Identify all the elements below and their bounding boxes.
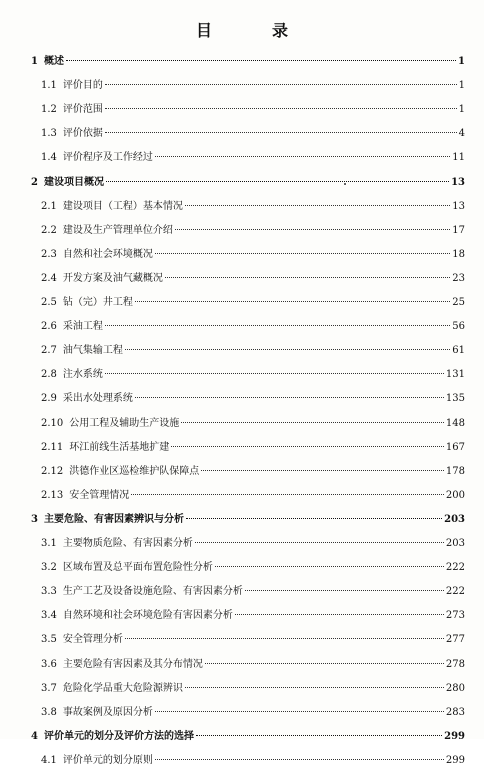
entry-text: 建设项目（工程）基本情况 [62,201,183,212]
entry-number: 2 [31,177,38,188]
dot-leader [165,277,450,278]
entry-number: 3.3 [41,586,57,597]
entry-number: 2.8 [41,369,57,380]
dot-leader [105,373,444,374]
entry-text: 采出水处理系统 [62,393,133,404]
entry-page: 273 [445,610,465,621]
entry-number: 2.9 [41,393,57,404]
entry-number: 2.12 [41,466,64,477]
toc-entry [41,200,465,214]
toc-entry [41,151,465,165]
entry-text: 危险化学品重大危险源辨识 [62,683,183,694]
toc-entry [41,561,465,575]
toc-entry [31,730,465,744]
entry-text: 公用工程及辅助生产设施 [69,418,180,429]
entry-page: 167 [445,442,465,453]
dot-leader [125,638,444,639]
entry-page: 299 [444,731,465,742]
entry-number: 2.2 [41,225,57,236]
dot-leader [175,229,450,230]
entry-number: 1.2 [41,104,57,115]
entry-page: 278 [445,659,465,670]
toc-entry [41,682,465,696]
scan-speck [344,183,346,185]
toc-title: 目 录 [195,21,310,40]
entry-page: 283 [445,707,465,718]
entry-text: 区域布置及总平面布置危险性分析 [62,562,213,573]
entry-text: 评价范围 [62,104,103,115]
dot-leader [66,60,456,61]
entry-number: 2.5 [41,297,57,308]
dot-leader [155,253,450,254]
toc-entry [41,441,465,455]
entry-text: 评价依据 [62,128,103,139]
entry-page: 178 [445,466,465,477]
dot-leader [185,687,444,688]
entry-number: 3.8 [41,707,57,718]
toc-entry [41,103,465,117]
entry-text: 主要危险、有害因素辨识与分析 [43,514,184,525]
dot-leader [201,470,444,471]
toc-entry [41,344,465,358]
entry-number: 2.10 [41,418,64,429]
dot-leader [171,446,444,447]
toc-entry [41,417,465,431]
entry-text: 生产工艺及设备设施危险、有害因素分析 [62,586,243,597]
toc-entry [41,706,465,720]
entry-page: 13 [452,201,465,212]
dot-leader [155,156,450,157]
entry-page: 280 [445,683,465,694]
dot-leader [205,663,444,664]
dot-leader [155,759,444,760]
entry-text: 主要危险有害因素及其分布情况 [62,659,203,670]
toc-entry [41,79,465,93]
entry-number: 2.13 [41,490,64,501]
entry-text: 洪德作业区巡检维护队保障点 [69,466,200,477]
entry-page: 56 [452,321,465,332]
entry-page: 25 [452,297,465,308]
entry-text: 采油工程 [62,321,103,332]
entry-page: 1 [458,56,465,67]
toc-entry [41,489,465,503]
entry-number: 1.3 [41,128,57,139]
entry-page: 222 [445,562,465,573]
dot-leader [135,397,444,398]
entry-number: 3.4 [41,610,57,621]
toc-entry [41,368,465,382]
entry-page: 1 [458,80,465,91]
entry-text: 自然和社会环境概况 [62,249,153,260]
entry-text: 安全管理情况 [69,490,130,501]
toc-entry [41,248,465,262]
dot-leader [196,735,442,736]
entry-number: 2.7 [41,345,57,356]
entry-number: 2.3 [41,249,57,260]
dot-leader [135,301,450,302]
toc-entry [41,127,465,141]
toc-entry [31,513,465,527]
toc-entry [41,609,465,623]
dot-leader [106,181,449,182]
dot-leader [186,518,442,519]
entry-page: 13 [451,177,465,188]
toc-entry [41,658,465,672]
entry-page: 1 [458,104,465,115]
entry-page: 18 [452,249,465,260]
toc-entry [41,633,465,647]
toc-entry [41,296,465,310]
entry-text: 自然环境和社会环境危险有害因素分析 [62,610,233,621]
entry-number: 3.5 [41,634,57,645]
toc-entry [41,465,465,479]
toc-entry [31,176,465,190]
entry-page: 23 [452,273,465,284]
dot-leader [215,566,444,567]
entry-text: 评价程序及工作经过 [62,152,153,163]
toc-entry [41,537,465,551]
entry-number: 3.7 [41,683,57,694]
entry-number: 1.4 [41,152,57,163]
entry-number: 2.4 [41,273,57,284]
entry-page: 203 [445,538,465,549]
entry-text: 安全管理分析 [62,634,123,645]
toc-entry [31,55,465,69]
entry-number: 2.1 [41,201,57,212]
entry-number: 4.1 [41,755,57,766]
entry-number: 3.6 [41,659,57,670]
entry-number: 1 [31,56,38,67]
dot-leader [245,590,444,591]
entry-page: 61 [452,345,465,356]
entry-page: 200 [445,490,465,501]
toc-entry [41,320,465,334]
entry-page: 277 [445,634,465,645]
entry-text: 评价单元的划分及评价方法的选择 [43,731,194,742]
entry-text: 事故案例及原因分析 [62,707,153,718]
entry-text: 概述 [43,56,64,67]
dot-leader [105,132,457,133]
entry-page: 17 [452,225,465,236]
entry-page: 135 [445,393,465,404]
entry-number: 1.1 [41,80,57,91]
dot-leader [235,614,444,615]
entry-page: 148 [445,418,465,429]
dot-leader [105,325,450,326]
dot-leader [125,349,450,350]
entry-page: 299 [445,755,465,766]
dot-leader [181,422,444,423]
entry-text: 建设项目概况 [43,177,104,188]
dot-leader [155,711,444,712]
entry-text: 钻（完）井工程 [62,297,133,308]
dot-leader [185,205,450,206]
entry-text: 主要物质危险、有害因素分析 [62,538,193,549]
entry-number: 4 [31,731,38,742]
entry-page: 131 [445,369,465,380]
dot-leader [131,494,444,495]
entry-page: 11 [452,152,465,163]
entry-text: 注水系统 [62,369,103,380]
entry-number: 2.6 [41,321,57,332]
entry-number: 3.2 [41,562,57,573]
entry-page: 203 [444,514,465,525]
entry-text: 油气集输工程 [62,345,123,356]
entry-page: 4 [458,128,465,139]
toc-entry [41,392,465,406]
entry-number: 3 [31,514,38,525]
entry-text: 建设及生产管理单位介绍 [62,225,173,236]
dot-leader [105,108,457,109]
toc-entry [41,754,465,768]
dot-leader [195,542,444,543]
entry-text: 环江前线生活基地扩建 [69,442,170,453]
entry-text: 评价目的 [62,80,103,91]
entry-number: 2.11 [41,442,64,453]
toc-entry [41,585,465,599]
toc-entry [41,272,465,286]
entry-text: 开发方案及油气藏概况 [62,273,163,284]
toc-entry [41,224,465,238]
entry-page: 222 [445,586,465,597]
entry-number: 3.1 [41,538,57,549]
entry-text: 评价单元的划分原则 [62,755,153,766]
dot-leader [105,84,457,85]
